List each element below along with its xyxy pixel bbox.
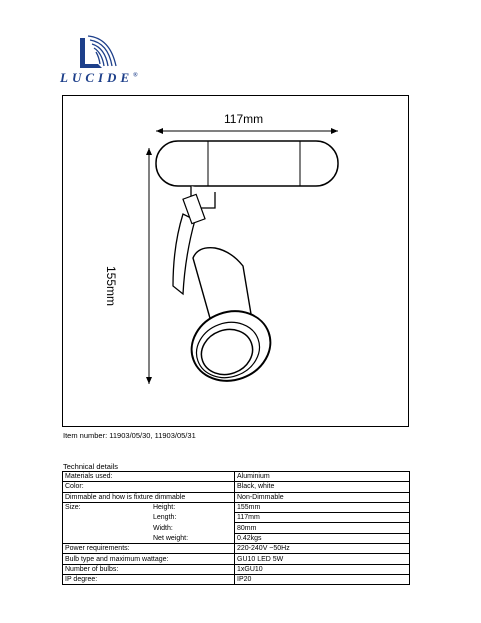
spec-value: 220-240V ~50Hz <box>235 544 410 554</box>
spec-label: Size: Height: <box>63 502 235 512</box>
spec-label: Number of bulbs: <box>63 564 235 574</box>
width-dimension-label: 117mm <box>224 112 264 126</box>
table-row <box>63 554 410 564</box>
spec-value: 155mm <box>235 502 410 512</box>
technical-details-title: Technical details <box>63 462 119 471</box>
table-row <box>63 523 410 533</box>
table-row <box>63 482 410 492</box>
spec-value: GU10 LED 5W <box>235 554 410 564</box>
table-row <box>63 564 410 574</box>
spec-value: 117mm <box>235 513 410 523</box>
spec-value: 1xGU10 <box>235 564 410 574</box>
height-dimension-label: 155mm <box>104 266 118 307</box>
table-row <box>63 513 410 523</box>
spec-label: Dimmable and how is fixture dimmable <box>63 492 235 502</box>
table-row <box>63 492 410 502</box>
spec-label: Color: <box>63 482 235 492</box>
spec-value: 0.42kgs <box>235 533 410 543</box>
spec-value: Black, white <box>235 482 410 492</box>
spec-label: Materials used: <box>63 472 235 482</box>
spec-label: Length: <box>63 513 235 523</box>
spec-value: Aluminium <box>235 472 410 482</box>
spec-value: 80mm <box>235 523 410 533</box>
table-row <box>63 472 410 482</box>
product-drawing <box>62 95 409 427</box>
table-row <box>63 533 410 543</box>
brand-name: LUCIDE® <box>60 70 138 85</box>
table-row <box>63 574 410 584</box>
spec-label: IP degree: <box>63 574 235 584</box>
spec-label: Bulb type and maximum wattage: <box>63 554 235 564</box>
spotlight-drawing-icon <box>63 96 410 428</box>
spec-label: Width: <box>63 523 235 533</box>
table-row <box>63 544 410 554</box>
technical-details-table <box>62 471 410 585</box>
table-row <box>63 502 410 512</box>
spec-label: Power requirements: <box>63 544 235 554</box>
spec-value: IP20 <box>235 574 410 584</box>
spec-label: Net weight: <box>63 533 235 543</box>
spec-value: Non-Dimmable <box>235 492 410 502</box>
item-number: Item number: 11903/05/30, 11903/05/31 <box>63 431 196 440</box>
